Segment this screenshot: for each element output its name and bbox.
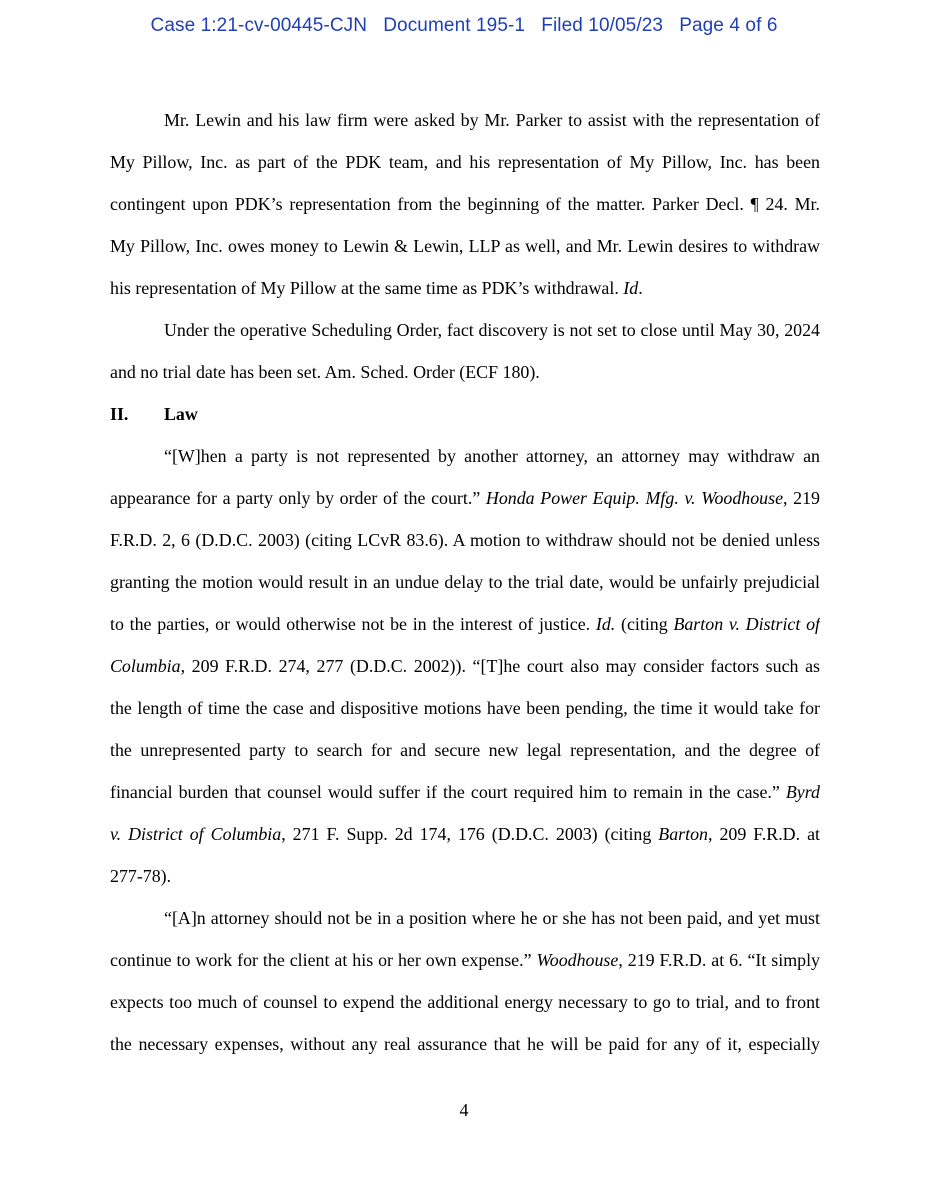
case-citation: Barton v. District of — [673, 614, 820, 634]
paragraph-lewin — [110, 104, 820, 314]
text-line: v. District of Columbia, 271 F. Supp. 2d 174, 176 (D.D.C. 2003) (citing Barton, 209 F.R.D. at — [110, 824, 820, 844]
case-citation: Honda Power Equip. Mfg. v. Woodhouse — [485, 488, 784, 508]
text-line: appearance for a party only by order of the court.” Honda Power Equip. Mfg. v. Woodhouse, 219 — [110, 488, 820, 508]
text-line: Mr. Lewin and his law firm were asked by Mr. Parker to assist with the representation of — [164, 110, 820, 130]
case-citation: v. District of Columbia — [110, 824, 282, 844]
page-of-pages: Page 4 of 6 — [679, 15, 778, 36]
text-line: F.R.D. 2, 6 (D.D.C. 2003) (citing LCvR 83.6). A motion to withdraw should not be denied unless — [110, 530, 820, 550]
citation-id: Id — [623, 278, 639, 298]
text-line: the length of time the case and dispositive motions have been pending, the time it would take for — [110, 698, 820, 718]
text-line: My Pillow, Inc. as part of the PDK team, and his representation of My Pillow, Inc. has been — [110, 152, 820, 172]
citation-id: Id. — [595, 614, 616, 634]
text-line: to the parties, or would otherwise not be in the interest of justice. Id. (citing Barton v. District of — [110, 614, 820, 634]
section-number: II. — [110, 404, 129, 424]
text-line: financial burden that counsel would suffer if the court required him to remain in the case.” Byrd — [110, 782, 820, 802]
text-line: continue to work for the client at his or her own expense.” Woodhouse, 219 F.R.D. at 6. “It simply — [110, 950, 820, 970]
ecf-filing-header — [0, 15, 928, 37]
case-citation: Columbia — [110, 656, 181, 676]
text-line: 277-78). — [110, 866, 172, 886]
case-number: Case 1:21-cv-00445-CJN — [150, 15, 368, 36]
text-line: the unrepresented party to search for and secure new legal representation, and the degree of — [110, 740, 820, 760]
text-line: granting the motion would result in an undue delay to the trial date, would be unfairly prejudicial — [110, 572, 820, 592]
text-line: contingent upon PDK’s representation from the beginning of the matter. Parker Decl. ¶ 24. Mr. — [110, 194, 820, 214]
filed-date: Filed 10/05/23 — [541, 15, 664, 36]
text-line: the necessary expenses, without any real assurance that he will be paid for any of it, especially — [110, 1034, 820, 1054]
document-body — [110, 104, 820, 1070]
text-line: his representation of My Pillow at the same time as PDK’s withdrawal. Id. — [110, 278, 643, 298]
text-line: “[W]hen a party is not represented by another attorney, an attorney may withdraw an — [164, 446, 820, 466]
text-line: My Pillow, Inc. owes money to Lewin & Lewin, LLP as well, and Mr. Lewin desires to withdraw — [110, 236, 820, 256]
page-number: 4 — [459, 1100, 469, 1120]
text-line: “[A]n attorney should not be in a position where he or she has not been paid, and yet must — [164, 908, 820, 928]
text-line: and no trial date has been set. Am. Sched. Order (ECF 180). — [110, 362, 540, 382]
paragraph-unpaid-attorney — [110, 902, 820, 1070]
document-number: Document 195-1 — [383, 15, 526, 36]
case-citation: Barton — [658, 824, 708, 844]
paragraph-scheduling — [110, 314, 820, 398]
text-line: expects too much of counsel to expend the additional energy necessary to go to trial, and to front — [110, 992, 820, 1012]
section-title: Law — [164, 404, 198, 424]
case-citation: Woodhouse — [536, 950, 619, 970]
section-heading-law — [110, 398, 820, 440]
text-line: Under the operative Scheduling Order, fact discovery is not set to close until May 30, 2024 — [164, 320, 820, 340]
case-citation: Byrd — [785, 782, 820, 802]
paragraph-law-standard — [110, 440, 820, 902]
text-line: Columbia, 209 F.R.D. 274, 277 (D.D.C. 2002)). “[T]he court also may consider factors such as — [110, 656, 820, 676]
